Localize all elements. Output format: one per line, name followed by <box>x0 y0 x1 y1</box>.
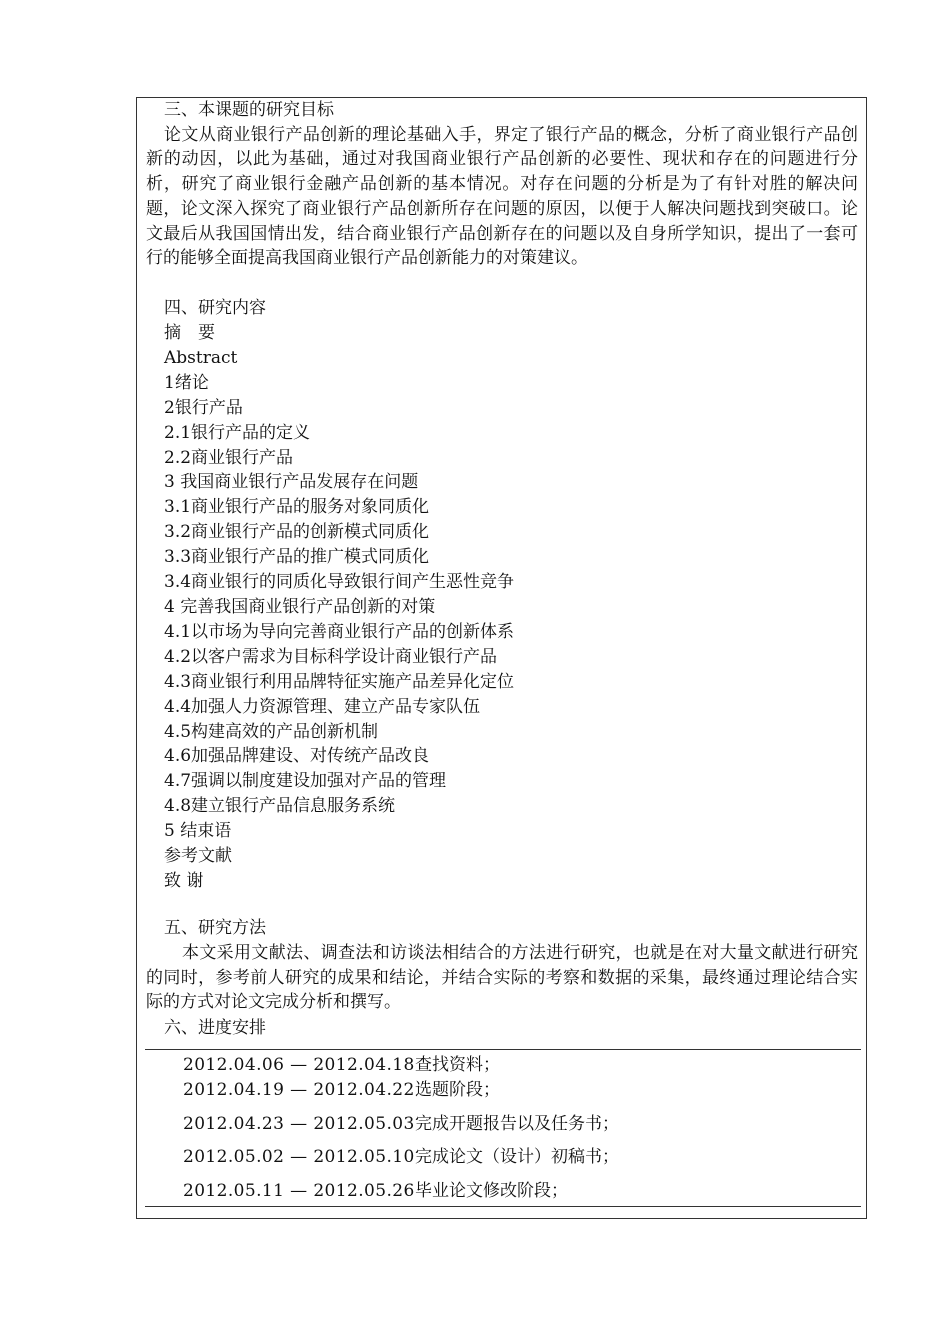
schedule-task: 完成开题报告以及任务书； <box>415 1114 619 1134</box>
research-outline <box>164 321 844 894</box>
outline-item: 5 结束语 <box>164 821 232 842</box>
section3-heading: 三、本课题的研究目标 <box>164 100 334 120</box>
outline-item: 1绪论 <box>164 372 209 393</box>
outline-item: 致 谢 <box>164 870 204 891</box>
outline-item: 4.6加强品牌建设、对传统产品改良 <box>164 746 430 767</box>
section4-heading: 四、研究内容 <box>164 298 266 318</box>
schedule-task: 查找资料； <box>415 1055 500 1075</box>
schedule-dates: 2012.05.11 — 2012.05.26 <box>183 1181 415 1201</box>
schedule-top-rule <box>145 1049 861 1050</box>
schedule-row <box>183 1053 500 1077</box>
outline-item: 3 我国商业银行产品发展存在问题 <box>164 472 419 493</box>
schedule-task: 毕业论文修改阶段； <box>415 1181 568 1201</box>
section6-heading: 六、进度安排 <box>164 1018 266 1038</box>
outline-item: 3.1商业银行产品的服务对象同质化 <box>164 497 430 518</box>
section5-body: 本文采用文献法、调查法和访谈法相结合的方法进行研究，也就是在对大量文献进行研究的同时，参考前人研究的成果和结论，并结合实际的考察和数据的采集，最终通过理论结合实际的方式对论文完成分析和撰写。 <box>146 943 858 1013</box>
section5-heading: 五、研究方法 <box>164 918 266 938</box>
schedule-dates: 2012.05.02 — 2012.05.10 <box>183 1147 415 1167</box>
outline-item: 4.4加强人力资源管理、建立产品专家队伍 <box>164 696 481 717</box>
outline-item: 2.1银行产品的定义 <box>164 422 311 443</box>
schedule-dates: 2012.04.23 — 2012.05.03 <box>183 1114 415 1134</box>
outline-item: 2.2商业银行产品 <box>164 447 294 468</box>
schedule-row <box>183 1078 500 1102</box>
outline-item: 2银行产品 <box>164 397 243 418</box>
schedule-bottom-rule <box>145 1206 861 1207</box>
schedule-row <box>183 1112 619 1136</box>
schedule-row <box>183 1145 619 1169</box>
proposal-form-frame <box>136 97 867 1219</box>
schedule-task: 完成论文（设计）初稿书； <box>415 1147 619 1167</box>
section3-body: 论文从商业银行产品创新的理论基础入手，界定了银行产品的概念，分析了商业银行产品创新的动因，以此为基础，通过对我国商业银行产品创新的必要性、现状和存在的问题进行分析，研究了商业银行金融产品创新的基本情况。对存在问题的分析是为了有针对胜的解决问题，论文深入探究了商业银行产品创新所存在问题的原因，以便于人解决问题找到突破口。论文最后从我国国情出发，结合商业银行产品创新存在的问题以及自身所学知识，提出了一套可行的能够全面提高我国商业银行产品创新能力的对策建议。 <box>146 124 858 269</box>
outline-item: 4 完善我国商业银行产品创新的对策 <box>164 596 436 617</box>
outline-item: 4.8建立银行产品信息服务系统 <box>164 796 396 817</box>
outline-item: 4.1以市场为导向完善商业银行产品的创新体系 <box>164 621 515 642</box>
outline-item: 3.2商业银行产品的创新模式同质化 <box>164 522 430 543</box>
outline-item: 4.5构建高效的产品创新机制 <box>164 721 379 742</box>
outline-item: 4.3商业银行利用品牌特征实施产品差异化定位 <box>164 671 515 692</box>
schedule-task: 选题阶段； <box>415 1080 500 1100</box>
schedule-dates: 2012.04.19 — 2012.04.22 <box>183 1080 415 1100</box>
outline-item: Abstract <box>164 347 238 368</box>
outline-item: 参考文献 <box>164 846 232 867</box>
outline-item: 3.3商业银行产品的推广模式同质化 <box>164 547 430 568</box>
outline-item: 4.7强调以制度建设加强对产品的管理 <box>164 771 447 792</box>
outline-item: 摘 要 <box>164 323 215 343</box>
schedule-dates: 2012.04.06 — 2012.04.18 <box>183 1055 415 1075</box>
outline-item: 3.4商业银行的同质化导致银行间产生恶性竞争 <box>164 572 515 593</box>
outline-item: 4.2以客户需求为目标科学设计商业银行产品 <box>164 646 498 667</box>
schedule-row <box>183 1179 568 1203</box>
